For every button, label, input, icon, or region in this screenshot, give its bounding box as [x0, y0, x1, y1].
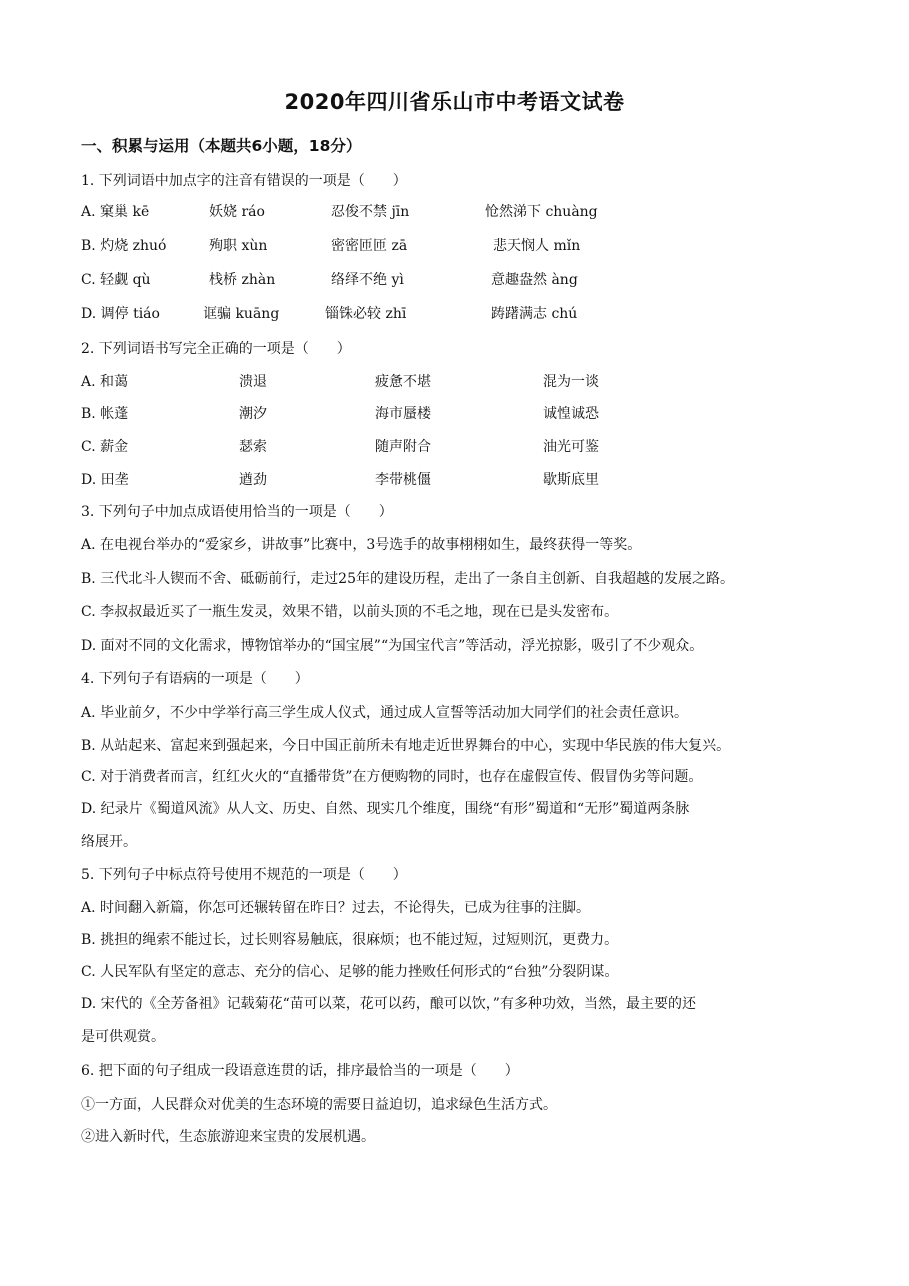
q5-option-d: D. 宋代的《全芳备祖》记载菊花“苗可以菜，花可以药，酿可以饮，”有多种功效，当然，最主要的还: [81, 996, 696, 1012]
q2-a-word-3: 疲惫不堪: [375, 374, 431, 390]
q6-sentence-1: ①一方面，人民群众对优美的生态环境的需要日益迫切，追求绿色生活方式。: [81, 1097, 557, 1113]
q1-a-word-3: 忍俊不禁 jīn: [331, 204, 410, 220]
q1-d-word-2: 诓骗 kuāng: [203, 306, 280, 322]
q2-c-word-2: 瑟索: [239, 439, 267, 455]
question-3-stem: 3. 下列句子中加点成语使用恰当的一项是（ ）: [81, 504, 393, 520]
q1-option-b: [81, 236, 841, 256]
q2-option-b: [81, 404, 841, 424]
q1-b-word-1: B. 灼烧 zhuó: [81, 238, 167, 254]
q2-b-word-4: 诚惶诚恐: [543, 406, 599, 422]
q2-c-word-1: C. 薪金: [81, 439, 129, 455]
q3-option-d: D. 面对不同的文化需求，博物馆举办的“国宝展”“为国宝代言”等活动，浮光掠影，吸引了不少观众。: [81, 638, 704, 654]
question-5-stem: 5. 下列句子中标点符号使用不规范的一项是（ ）: [81, 867, 407, 883]
q1-b-word-4: 悲天悯人 mǐn: [493, 238, 581, 254]
q5-option-d-continued: 是可供观赏。: [81, 1029, 165, 1045]
q1-b-word-2: 殉职 xùn: [209, 238, 268, 254]
q2-b-word-3: 海市蜃楼: [375, 406, 431, 422]
q2-b-word-2: 潮汐: [239, 406, 267, 422]
q2-c-word-4: 油光可鉴: [543, 439, 599, 455]
q4-option-b: B. 从站起来、富起来到强起来，今日中国正前所未有地走近世界舞台的中心，实现中华民族的伟大复兴。: [81, 738, 731, 754]
q4-option-d: D. 纪录片《蜀道风流》从人文、历史、自然、现实几个维度，围绕“有形”蜀道和“无形”蜀道两条脉: [81, 801, 690, 817]
q2-d-word-2: 遒劲: [239, 472, 267, 488]
q2-c-word-3: 随声附合: [375, 439, 431, 455]
q1-d-word-1: D. 调停 tiáo: [81, 306, 160, 322]
q1-d-word-3: 锱铢必较 zhī: [325, 306, 407, 322]
q4-option-d-continued: 络展开。: [81, 834, 137, 850]
q2-d-word-3: 李带桃僵: [375, 472, 431, 488]
q2-d-word-1: D. 田垄: [81, 472, 129, 488]
q1-c-word-3: 络绎不绝 yì: [331, 272, 404, 288]
q1-c-word-2: 栈桥 zhàn: [209, 272, 276, 288]
page-title: 2020年四川省乐山市中考语文试卷: [284, 90, 625, 114]
q1-option-c: [81, 270, 841, 290]
question-4-stem: 4. 下列句子有语病的一项是（ ）: [81, 671, 309, 687]
q2-b-word-1: B. 帐蓬: [81, 406, 129, 422]
section-heading: 一、积累与运用（本题共6小题，18分）: [81, 137, 362, 155]
q5-option-b: B. 挑担的绳索不能过长，过长则容易触底，很麻烦；也不能过短，过短则沉，更费力。: [81, 932, 619, 948]
q3-option-c: C. 李叔叔最近买了一瓶生发灵，效果不错，以前头顶的不毛之地，现在已是头发密布。: [81, 604, 619, 620]
q4-option-a: A. 毕业前夕，不少中学举行高三学生成人仪式，通过成人宣誓等活动加大同学们的社会责任意识。: [81, 705, 689, 721]
q6-sentence-2: ②进入新时代，生态旅游迎来宝贵的发展机遇。: [81, 1129, 375, 1145]
q1-option-d: [81, 304, 841, 324]
q2-option-d: [81, 470, 841, 490]
question-2-stem: 2. 下列词语书写完全正确的一项是（ ）: [81, 341, 351, 357]
q3-option-a: A. 在电视台举办的“爱家乡，讲故事”比赛中，3号选手的故事栩栩如生，最终获得一等奖。: [81, 537, 642, 553]
q1-a-word-4: 怆然涕下 chuàng: [485, 204, 598, 220]
q1-option-a: [81, 202, 841, 222]
q2-option-a: [81, 372, 841, 392]
q1-a-word-2: 妖娆 ráo: [209, 204, 265, 220]
q2-option-c: [81, 437, 841, 457]
q1-d-word-4: 踌躇满志 chú: [491, 306, 578, 322]
q3-option-b: B. 三代北斗人锲而不舍、砥砺前行，走过25年的建设历程，走出了一条自主创新、自我超越的发展之路。: [81, 571, 735, 587]
q1-b-word-3: 密密匝匝 zā: [331, 238, 408, 254]
question-6-stem: 6. 把下面的句子组成一段语意连贯的话，排序最恰当的一项是（ ）: [81, 1063, 519, 1079]
q2-a-word-2: 溃退: [239, 374, 267, 390]
q4-option-c: C. 对于消费者而言，红红火火的“直播带货”在方便购物的同时，也存在虚假宣传、假冒伪劣等问题。: [81, 769, 703, 785]
q1-a-word-1: A. 窠巢 kē: [81, 204, 150, 220]
q2-a-word-4: 混为一谈: [543, 374, 599, 390]
q2-a-word-1: A. 和蔼: [81, 374, 129, 390]
q5-option-c: C. 人民军队有坚定的意志、充分的信心、足够的能力挫败任何形式的“台独”分裂阴谋。: [81, 964, 619, 980]
q2-d-word-4: 歇斯底里: [543, 472, 599, 488]
q5-option-a: A. 时间翻入新篇，你怎可还辗转留在昨日？过去，不论得失，已成为往事的注脚。: [81, 900, 591, 916]
question-1-stem: 1. 下列词语中加点字的注音有错误的一项是（ ）: [81, 173, 407, 189]
q1-c-word-1: C. 轻觑 qù: [81, 272, 151, 288]
q1-c-word-4: 意趣盎然 àng: [491, 272, 578, 288]
